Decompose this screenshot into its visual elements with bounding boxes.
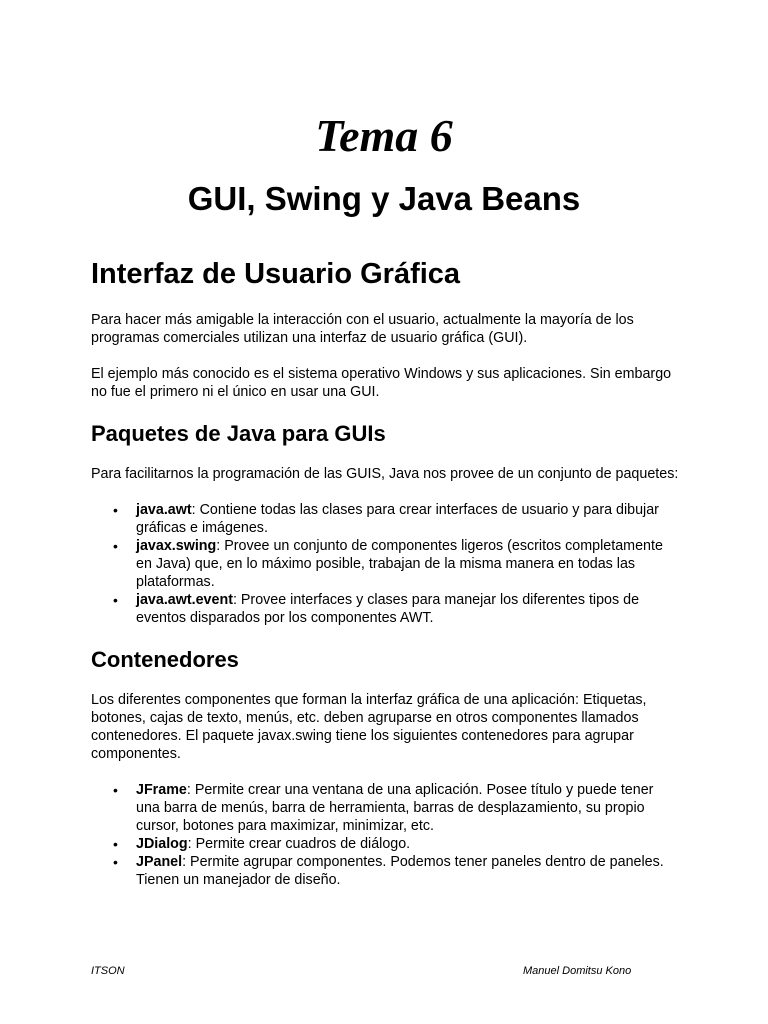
list-item-desc: : Provee interfaces y clases para manejar los diferentes tipos de eventos disparados por los componentes AWT.	[136, 592, 640, 626]
package-list	[91, 501, 681, 627]
bullet-icon: •	[113, 592, 118, 608]
list-item-desc: : Permite crear una ventana de una aplicación. Posee título y puede tener una barra de menús, barra de herramienta, barras de desplazamiento, su propio cursor, botones para maximizar, minimizar, etc.	[136, 782, 654, 834]
list-item-term: javax.swing	[136, 538, 217, 554]
list-item-term: java.awt	[136, 502, 192, 518]
bullet-icon: •	[113, 502, 118, 518]
bullet-icon: •	[113, 854, 118, 870]
paragraph: Para hacer más amigable la interacción con el usuario, actualmente la mayoría de los programas comerciales utilizan una interfaz de usuario gráfica (GUI).	[91, 312, 634, 346]
chapter-title: Tema 6	[315, 110, 453, 161]
bullet-icon: •	[113, 538, 118, 554]
container-list	[91, 781, 681, 889]
list-item-desc: : Contiene todas las clases para crear interfaces de usuario y para dibujar gráficas e imágenes.	[136, 502, 659, 536]
list-item-term: JFrame	[136, 782, 187, 798]
footer-left: ITSON	[91, 965, 125, 977]
list-item-desc: : Provee un conjunto de componentes ligeros (escritos completamente en Java) que, en lo máximo posible, trabajan de la misma manera en todas las plataformas.	[136, 538, 663, 590]
chapter-subtitle: GUI, Swing y Java Beans	[187, 180, 581, 217]
paragraph: Los diferentes componentes que forman la interfaz gráfica de una aplicación: Etiquetas, botones, cajas de texto, menús, etc. deben agruparse en otros componentes llamados contenedores. El paquete javax.swing tiene los siguientes contenedores para agrupar componentes.	[91, 692, 647, 762]
list-item-term: java.awt.event	[136, 592, 233, 608]
paragraph: El ejemplo más conocido es el sistema operativo Windows y sus aplicaciones. Sin embargo no fue el primero ni el único en usar una GUI.	[91, 366, 672, 400]
list-item	[91, 835, 681, 853]
section-heading-gui: Interfaz de Usuario Gráfica	[91, 258, 461, 290]
footer-right: Manuel Domitsu Kono	[523, 965, 632, 977]
list-item-term: JDialog	[136, 836, 188, 852]
paragraph: Para facilitarnos la programación de las GUIS, Java nos provee de un conjunto de paquetes:	[91, 466, 679, 482]
list-item-desc: : Permite crear cuadros de diálogo.	[187, 836, 411, 852]
list-item	[91, 501, 681, 537]
list-item	[91, 853, 681, 889]
bullet-icon: •	[113, 836, 118, 852]
list-item	[91, 781, 681, 835]
bullet-icon: •	[113, 782, 118, 798]
list-item	[91, 591, 681, 627]
list-item-desc: : Permite agrupar componentes. Podemos tener paneles dentro de paneles. Tienen un manejador de diseño.	[136, 854, 664, 888]
section-heading-paquetes: Paquetes de Java para GUIs	[91, 421, 386, 446]
section-heading-contenedores: Contenedores	[91, 647, 239, 672]
list-item	[91, 537, 681, 591]
main-content	[91, 255, 681, 907]
list-item-term: JPanel	[136, 854, 183, 870]
